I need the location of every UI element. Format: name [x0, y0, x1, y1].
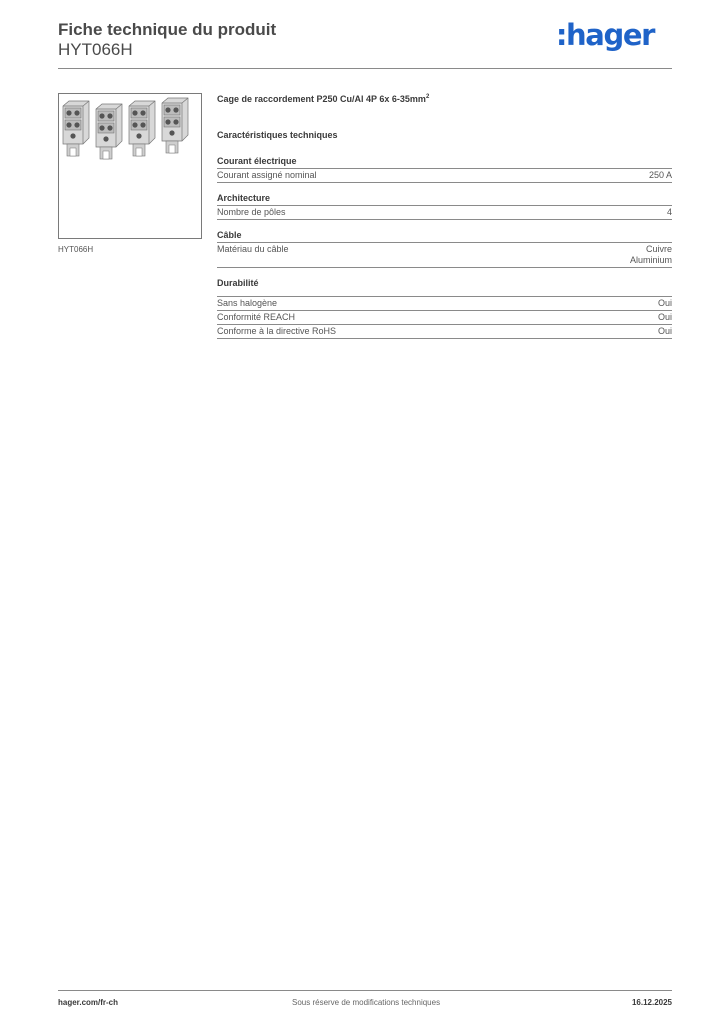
spec-value-line: Oui — [657, 312, 672, 322]
product-name — [217, 94, 672, 130]
section-electrical-current — [217, 156, 672, 183]
section-title: Durabilité — [217, 278, 672, 297]
document-header — [58, 20, 672, 70]
spec-row — [217, 325, 672, 339]
footer-disclaimer: Sous réserve de modifications techniques — [292, 998, 441, 1007]
product-image-caption: HYT066H — [58, 245, 94, 254]
spec-value — [667, 207, 672, 218]
spec-value-line: Oui — [657, 326, 672, 336]
spec-value-line: 4 — [666, 207, 672, 217]
product-details — [217, 94, 672, 349]
spec-value-line: 250 A — [648, 170, 672, 180]
section-architecture — [217, 193, 672, 220]
spec-label: Matériau du câble — [217, 244, 289, 254]
spec-label: Courant assigné nominal — [217, 170, 317, 180]
spec-value-line: Aluminium — [629, 255, 672, 265]
spec-row — [217, 243, 672, 268]
spec-value-line: Cuivre — [645, 244, 672, 254]
spec-label: Conforme à la directive RoHS — [217, 326, 337, 336]
product-name-superscript: 2 — [425, 94, 430, 100]
footer-divider — [58, 990, 672, 991]
section-title: Architecture — [217, 193, 672, 206]
product-name-text: Cage de raccordement P250 Cu/Al 4P 6x 6-35mm — [217, 94, 426, 104]
section-cable — [217, 230, 672, 268]
spec-label: Nombre de pôles — [217, 207, 286, 217]
section-title: Courant électrique — [217, 156, 672, 169]
section-title: Câble — [217, 230, 672, 243]
document-title: Fiche technique du produit — [58, 20, 277, 39]
footer-website-link[interactable]: hager.com/fr-ch — [58, 998, 119, 1007]
terminal-cage-unit — [63, 101, 89, 156]
terminal-cage-illustration — [59, 94, 201, 238]
spec-value — [658, 326, 672, 337]
product-reference: HYT066H — [58, 40, 133, 59]
spec-value-line: Oui — [657, 298, 672, 308]
spec-row — [217, 169, 672, 183]
spec-value — [658, 312, 672, 323]
spec-label: Sans halogène — [217, 298, 278, 308]
product-image — [58, 93, 202, 239]
spec-value — [649, 170, 672, 181]
spec-row — [217, 297, 672, 311]
spec-value — [658, 298, 672, 309]
spec-label: Conformité REACH — [217, 312, 296, 322]
header-divider — [58, 68, 672, 69]
spec-row — [217, 311, 672, 325]
section-durability — [217, 278, 672, 339]
technical-characteristics-heading: Caractéristiques techniques — [217, 130, 338, 140]
hager-logo: :hager — [555, 18, 654, 52]
footer-date: 16.12.2025 — [631, 998, 672, 1007]
spec-row — [217, 206, 672, 220]
spec-value — [630, 244, 672, 266]
